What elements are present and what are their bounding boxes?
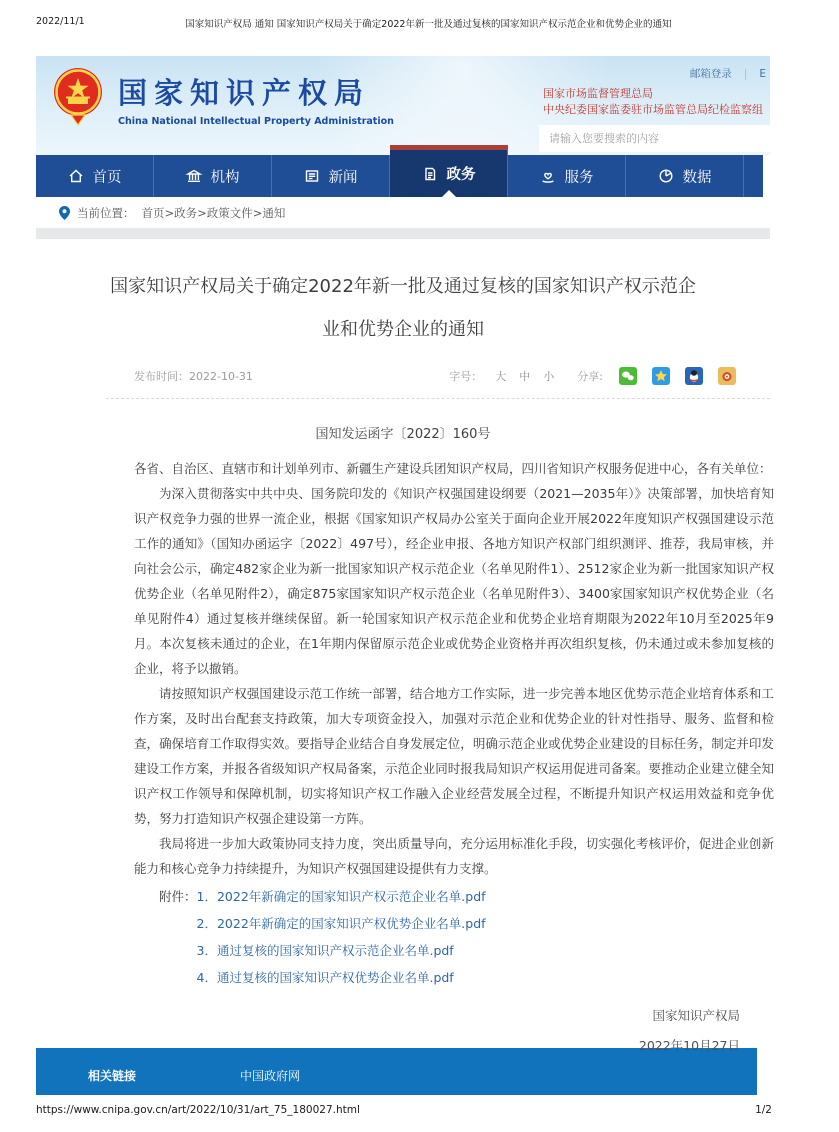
font-size-options	[495, 368, 554, 384]
print-doc-title: 国家知识产权局 通知 国家知识产权局关于确定2022年新一批及通过复核的国家知识产权示范企业和优势企业的通知	[185, 19, 672, 30]
mail-login-link[interactable]: 邮箱登录	[689, 68, 732, 80]
document-icon	[422, 166, 438, 182]
attachment-link[interactable]: 3．通过复核的国家知识产权示范企业名单.pdf	[196, 943, 454, 958]
top-links-divider: |	[743, 67, 748, 80]
signature-date: 2022年10月27日	[638, 1038, 740, 1053]
font-size-option[interactable]: 小	[543, 370, 555, 383]
nav-item-org[interactable]: 机构	[154, 155, 272, 197]
site-logo[interactable]	[51, 66, 394, 132]
share-label: 分享:	[577, 370, 603, 383]
related-links-label: 相关链接	[88, 1069, 137, 1083]
print-footer	[36, 1104, 772, 1116]
article-title: 国家知识产权局关于确定2022年新一批及通过复核的国家知识产权示范企业和优势企业的通知	[110, 276, 696, 340]
top-links	[690, 66, 766, 81]
nav-item-home[interactable]: 首页	[36, 155, 154, 197]
nav-item-government[interactable]: 政务	[390, 145, 508, 197]
main-nav	[36, 155, 763, 197]
weibo-icon[interactable]	[718, 367, 736, 385]
breadcrumb-label: 当前位置：	[77, 205, 135, 220]
attachment-link[interactable]: 1．2022年新确定的国家知识产权示范企业名单.pdf	[196, 889, 486, 904]
nav-item-news[interactable]: 新闻	[272, 155, 390, 197]
location-pin-icon	[59, 206, 70, 220]
site-banner	[36, 56, 770, 155]
article-paragraph: 我局将进一步加大政策协同支持力度，突出质量导向，充分运用标准化手段，切实强化考核评价，促进企业创新能力和核心竞争力持续提升，为知识产权强国建设提供有力支撑。	[134, 836, 774, 876]
nav-item-data[interactable]: 数据	[626, 155, 744, 197]
share-icons	[619, 367, 736, 385]
site-name: 国家知识产权局	[118, 76, 371, 110]
qzone-icon[interactable]	[652, 367, 670, 385]
data-icon	[658, 168, 674, 184]
attachments-label: 附件：	[159, 889, 197, 904]
attachments	[134, 883, 770, 991]
font-size-option[interactable]: 大	[495, 370, 507, 383]
search-box	[539, 125, 839, 152]
qq-icon[interactable]	[685, 367, 703, 385]
attachment-list	[197, 883, 486, 991]
site-name-en: China National Intellectual Property Administration	[118, 116, 394, 127]
news-icon	[304, 168, 320, 184]
home-icon	[68, 168, 84, 184]
print-date: 2022/11/1	[36, 16, 85, 27]
gov-link[interactable]: 国家市场监督管理总局	[543, 87, 653, 100]
gov-links	[543, 86, 770, 117]
print-url: https://www.cnipa.gov.cn/art/2022/10/31/art_75_180027.html	[36, 1104, 360, 1116]
english-link[interactable]: E	[759, 67, 766, 80]
signature-org: 国家知识产权局	[652, 1008, 740, 1023]
service-icon	[540, 168, 556, 184]
article-panel	[36, 239, 774, 1053]
bank-icon	[186, 168, 202, 184]
national-emblem-icon	[51, 66, 105, 132]
site-container	[36, 56, 774, 1095]
article-paragraph: 各省、自治区、直辖市和计划单列市、新疆生产建设兵团知识产权局，四川省知识产权服务促进中心，各有关单位：	[134, 461, 772, 476]
font-size-label: 字号：	[449, 370, 483, 383]
search-input[interactable]	[539, 125, 839, 152]
breadcrumb	[36, 197, 770, 228]
print-page-indicator: 1/2	[755, 1104, 772, 1116]
article-body	[134, 456, 774, 881]
article-paragraph: 为深入贯彻落实中共中央、国务院印发的《知识产权强国建设纲要（2021—2035年）》决策部署，加快培育知识产权竞争力强的世界一流企业，根据《国家知识产权局办公室关于面向企业开展2022年度知识产权强国建设示范工作的通知》（国知办函运字〔2022〕497号），经企业申报、各地方知识产权部门组织测评、推荐，我局审核，并向社会公示，确定482家企业为新一批国家知识产权示范企业（名单见附件1）、2512家企业为新一批国家知识产权优势企业（名单见附件2），确定875家国家知识产权示范企业（名单见附件3）、3400家国家知识产权优势企业（名单见附件4）通过复核并继续保留。新一轮国家知识产权示范企业和优势企业培育期限为2022年10月至2025年9月。本次复核未通过的企业，在1年期内保留原示范企业或优势企业资格并再次组织复核，仍未通过或未参加复核的企业，将予以撤销。	[134, 486, 774, 676]
breadcrumb-path[interactable]: 首页>政务>政策文件>通知	[141, 205, 286, 220]
doc-number: 国知发运函字〔2022〕160号	[315, 427, 491, 442]
footer-link[interactable]: 中国政府网	[240, 1069, 301, 1083]
print-header	[36, 16, 772, 30]
nav-item-cutoff	[744, 155, 763, 197]
meta-divider	[106, 398, 770, 399]
wechat-icon[interactable]	[619, 367, 637, 385]
font-size-option[interactable]: 中	[519, 370, 531, 383]
gov-link[interactable]: 中央纪委国家监委驻市场监管总局纪检监察组	[543, 102, 763, 116]
publish-time: 发布时间：2022-10-31	[134, 370, 253, 383]
article-meta	[134, 367, 736, 385]
article-paragraph: 请按照知识产权强国建设示范工作统一部署，结合地方工作实际，进一步完善本地区优势示范企业培育体系和工作方案，及时出台配套支持政策，加大专项资金投入，加强对示范企业和优势企业的针对性指导、服务、监督和检查，确保培育工作取得实效。要指导企业结合自身发展定位，明确示范企业或优势企业建设的目标任务，制定并印发建设工作方案，并报各省级知识产权局备案，示范企业同时报我局知识产权运用促进司备案。要推动企业建立健全知识产权工作领导和保障机制，切实将知识产权工作融入企业经营发展全过程，不断提升知识产权运用效益和竞争优势，努力打造知识产权强企建设第一方阵。	[134, 686, 774, 826]
footer-links	[240, 1065, 300, 1084]
attachment-link[interactable]: 4．通过复核的国家知识产权优势企业名单.pdf	[196, 970, 454, 985]
separator-band	[36, 228, 770, 239]
attachment-link[interactable]: 2．2022年新确定的国家知识产权优势企业名单.pdf	[196, 916, 486, 931]
nav-item-service[interactable]: 服务	[508, 155, 626, 197]
